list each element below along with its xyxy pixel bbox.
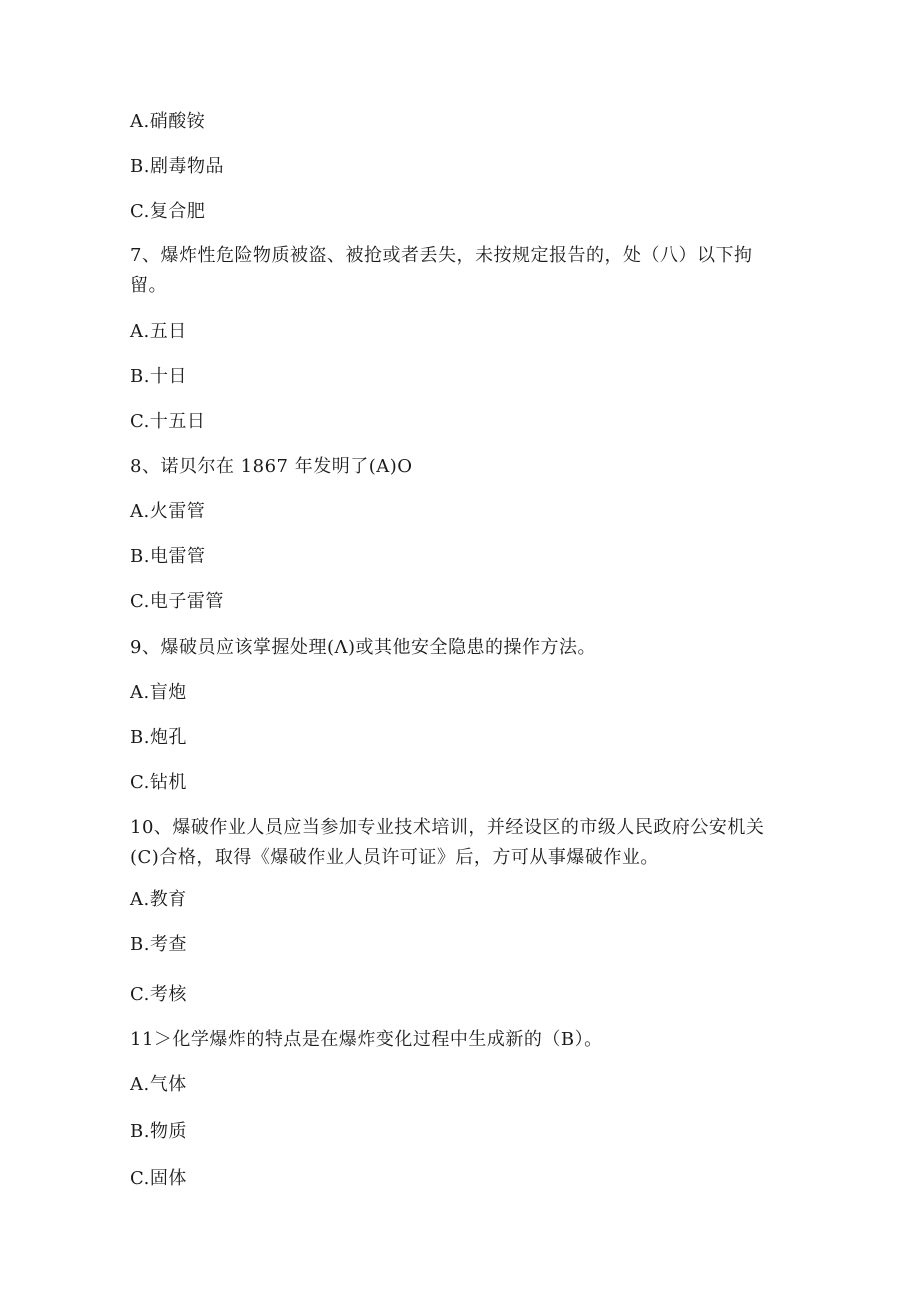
option-text: B.物质 [130, 1121, 187, 1142]
option-text: C.十五日 [130, 411, 206, 432]
question-text: 8、诺贝尔在 1867 年发明了(A)O [130, 456, 413, 477]
option-text: B.炮孔 [130, 727, 187, 748]
option-text: A.盲炮 [130, 682, 187, 703]
option-text: A.气体 [130, 1074, 187, 1095]
option-text: B.剧毒物品 [130, 156, 224, 177]
option-text: A.五日 [130, 321, 187, 342]
question-text: 11＞化学爆炸的特点是在爆炸变化过程中生成新的（B）。 [130, 1029, 603, 1050]
option-text: C.复合肥 [130, 201, 206, 222]
option-text: B.十日 [130, 366, 187, 387]
question-text: 7、爆炸性危险物质被盗、被抢或者丢失，未按规定报告的，处（八）以下拘留。 [130, 245, 753, 296]
option-text: B.电雷管 [130, 546, 206, 567]
option-text: C.考核 [130, 984, 187, 1005]
option-text: C.电子雷管 [130, 591, 224, 612]
question-text: 10、爆破作业人员应当参加专业技术培训，并经设区的市级人民政府公安机关(C)合格，取得《爆破作业人员许可证》后，方可从事爆破作业。 [130, 817, 765, 868]
option-text: B.考查 [130, 934, 187, 955]
option-text: C.钻机 [130, 772, 187, 793]
option-text: A.硝酸铵 [130, 111, 206, 132]
question-text: 9、爆破员应该掌握处理(Λ)或其他安全隐患的操作方法。 [130, 637, 596, 658]
option-text: A.火雷管 [130, 501, 206, 522]
option-text: A.教育 [130, 889, 187, 910]
option-text: C.固体 [130, 1168, 187, 1189]
